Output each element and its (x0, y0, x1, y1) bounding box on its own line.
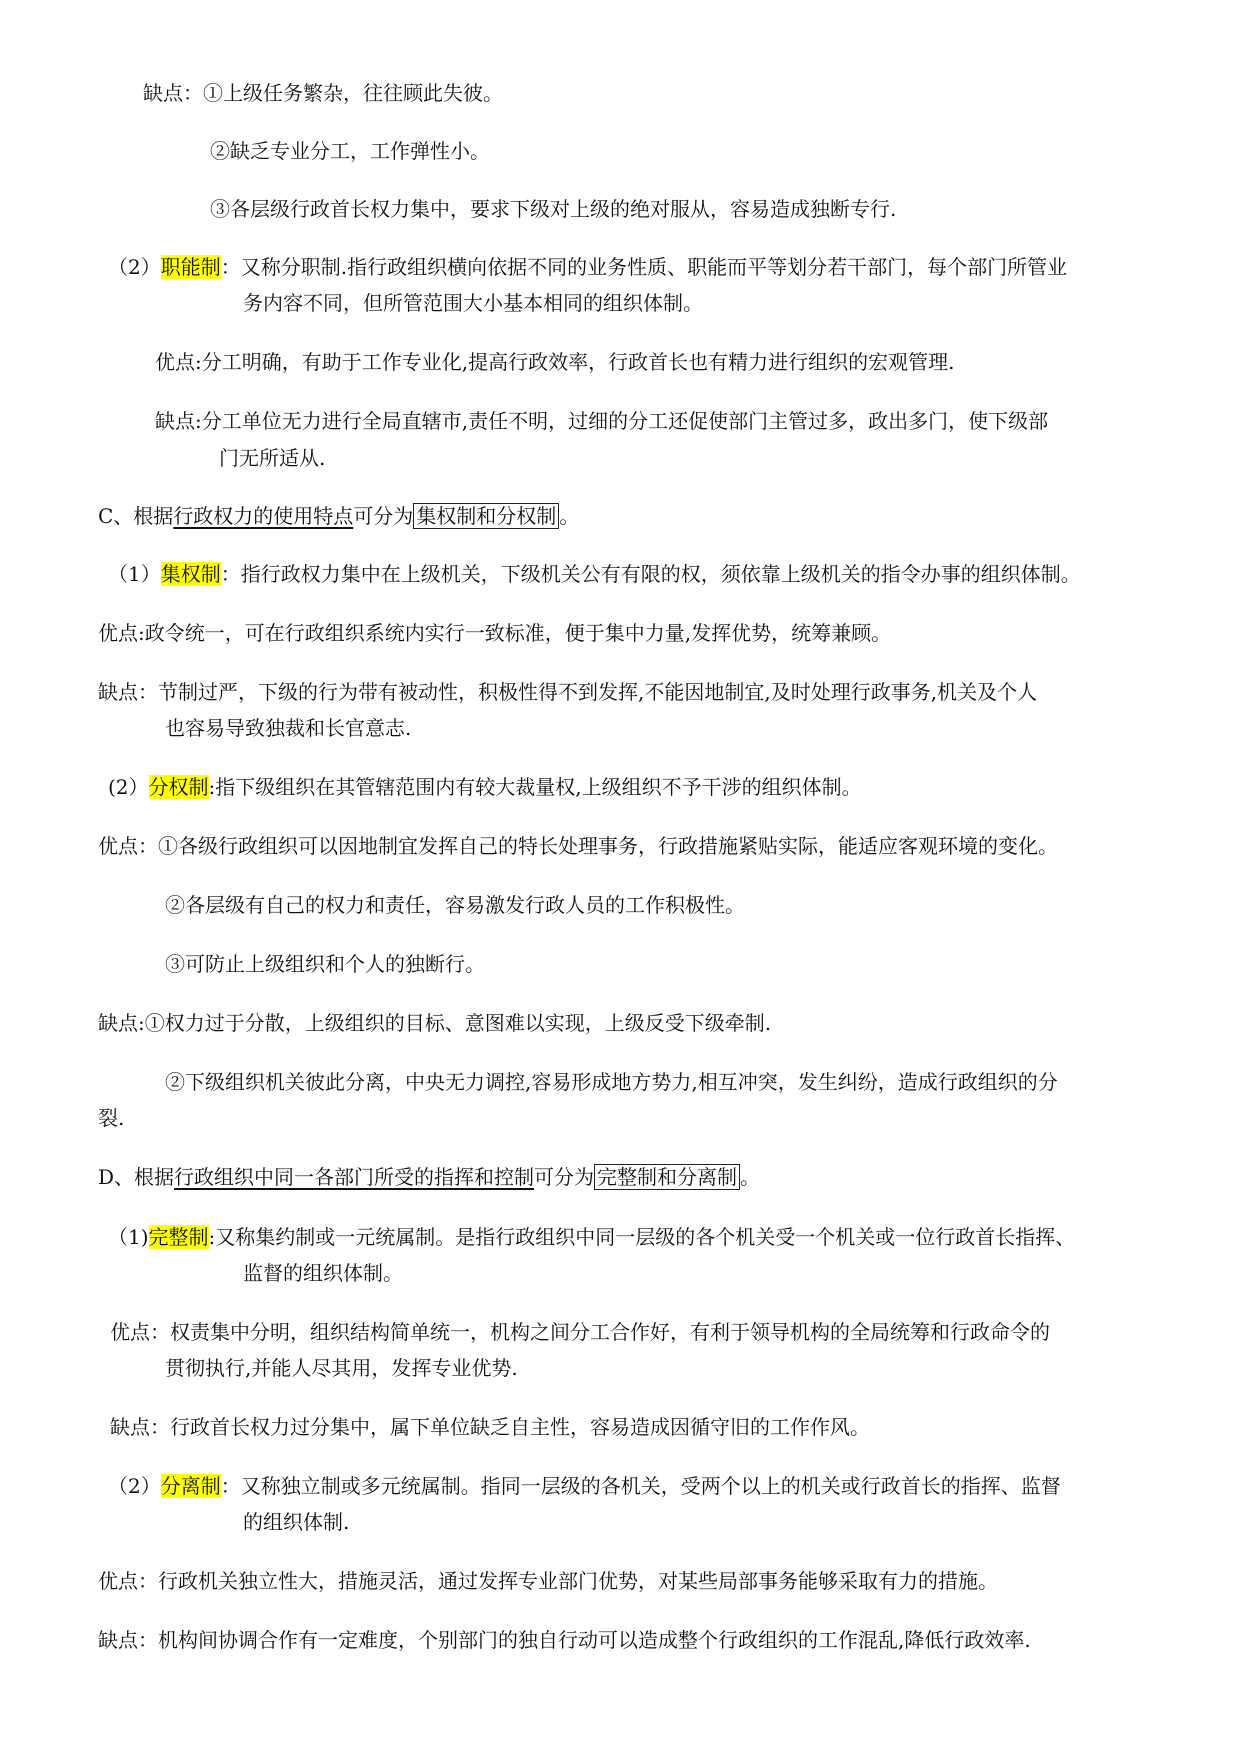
integrated-definition (108, 1220, 1075, 1254)
heading-suffix: 。 (559, 504, 580, 528)
criterion-underlined: 行政权力的使用特点 (173, 504, 354, 528)
functional-definition-cont: 务内容不同，但所管范围大小基本相同的组织体制。 (243, 291, 703, 315)
decentralized-con-1 (98, 1006, 771, 1040)
item-number: （1) (108, 1225, 149, 1249)
definition-text: ：指行政权力集中在上级机关，下级机关公有有限的权，须依靠上级机关的指令办事的组织体制。 (220, 562, 1081, 586)
decentralized-definition (108, 770, 862, 804)
con-text: ①权力过于分散，上级组织的目标、意图难以实现，上级反受下级牵制. (144, 1011, 772, 1035)
item-number: （2） (108, 255, 161, 279)
hierarchical-con-1 (143, 76, 503, 110)
con-label: 缺点： (143, 81, 203, 105)
heading-prefix: C、根据 (98, 504, 174, 528)
types-boxed: 完整制和分离制 (594, 1164, 740, 1190)
functional-con (155, 404, 1048, 438)
criterion-underlined: 行政组织中同一各部门所受的指挥和控制 (174, 1165, 535, 1189)
pro-text: 政令统一，可在行政组织系统内实行一致标准，便于集中力量,发挥优势，统筹兼顾。 (144, 621, 892, 645)
term-highlight: 完整制 (148, 1225, 209, 1249)
functional-pro (155, 345, 954, 379)
con-text: 节制过严，下级的行为带有被动性，积极性得不到发挥,不能因地制宜,及时处理行政事务,机关及个人 (158, 680, 1038, 704)
separated-pro (98, 1564, 998, 1598)
decentralized-pro-3: ③可防止上级组织和个人的独断行。 (165, 952, 485, 976)
pro-label: 优点： (98, 1569, 158, 1593)
definition-text: ：又称分职制.指行政组织横向依据不同的业务性质、职能而平等划分若干部门，每个部门所管业 (220, 255, 1068, 279)
separated-con (98, 1623, 1031, 1657)
con-label: 缺点： (110, 1415, 170, 1439)
functional-definition (108, 250, 1067, 284)
definition-text: ：又称独立制或多元统属制。指同一层级的各机关，受两个以上的机关或行政首长的指挥、监督 (220, 1474, 1061, 1498)
centralized-pro (98, 616, 891, 650)
heading-prefix: D、根据 (98, 1165, 175, 1189)
hierarchical-con-3: ③各层级行政首长权力集中，要求下级对上级的绝对服从，容易造成独断专行. (210, 197, 897, 221)
centralized-definition (108, 557, 1081, 591)
decentralized-con-2-cont: 裂. (98, 1106, 125, 1130)
integrated-pro-cont: 贯彻执行,并能人尽其用，发挥专业优势. (165, 1356, 518, 1380)
con-text: 机构间协调合作有一定难度，个别部门的独自行动可以造成整个行政组织的工作混乱,降低行政效率. (158, 1628, 1031, 1652)
term-highlight: 分离制 (160, 1474, 221, 1498)
integrated-pro (110, 1315, 1050, 1349)
separated-definition-cont: 的组织体制. (243, 1510, 350, 1534)
pro-text: ①各级行政组织可以因地制宜发挥自己的特长处理事务，行政措施紧贴实际，能适应客观环境的变化。 (158, 834, 1058, 858)
decentralized-pro-1 (98, 829, 1058, 863)
item-number: (2） (108, 775, 149, 799)
centralized-con (98, 675, 1037, 709)
hierarchical-con-2: ②缺乏专业分工，工作弹性小。 (210, 139, 490, 163)
heading-suffix: 。 (740, 1165, 761, 1189)
pro-label: 优点： (98, 834, 158, 858)
item-number: （1） (108, 562, 161, 586)
types-boxed: 集权制和分权制 (413, 503, 559, 529)
decentralized-pro-2: ②各层级有自己的权力和责任，容易激发行政人员的工作积极性。 (165, 893, 745, 917)
decentralized-con-2: ②下级组织机关彼此分离，中央无力调控,容易形成地方势力,相互冲突，发生纠纷，造成行政组织的分 (165, 1070, 1058, 1094)
pro-text: 行政机关独立性大，措施灵活，通过发挥专业部门优势，对某些局部事务能够采取有力的措施。 (158, 1569, 998, 1593)
pro-label: 优点: (155, 350, 202, 374)
separated-definition (108, 1469, 1061, 1503)
term-highlight: 职能制 (160, 255, 221, 279)
pro-label: 优点： (110, 1320, 170, 1344)
con-label: 缺点: (98, 1011, 145, 1035)
con-label: 缺点： (98, 1628, 158, 1652)
functional-con-cont: 门无所适从. (219, 446, 326, 470)
con-text: 分工单位无力进行全局直辖市,责任不明，过细的分工还促使部门主管过多，政出多门，使下级部 (201, 409, 1049, 433)
term-highlight: 分权制 (148, 775, 209, 799)
term-highlight: 集权制 (160, 562, 221, 586)
integrated-con (110, 1410, 870, 1444)
heading-mid: 可分为 (353, 504, 414, 528)
integrated-definition-cont: 监督的组织体制。 (243, 1261, 403, 1285)
definition-text: :又称集约制或一元统属制。是指行政组织中同一层级的各个机关受一个机关或一位行政首长指挥、 (208, 1225, 1076, 1249)
heading-mid: 可分为 (534, 1165, 595, 1189)
centralized-con-cont: 也容易导致独裁和长官意志. (165, 716, 412, 740)
definition-text: :指下级组织在其管辖范围内有较大裁量权,上级组织不予干涉的组织体制。 (208, 775, 862, 799)
con-text: 行政首长权力过分集中，属下单位缺乏自主性，容易造成因循守旧的工作作风。 (170, 1415, 870, 1439)
con-label: 缺点: (155, 409, 202, 433)
section-d-heading (98, 1160, 760, 1194)
item-number: （2） (108, 1474, 161, 1498)
section-c-heading (98, 499, 579, 533)
con-text: ①上级任务繁杂，往往顾此失彼。 (203, 81, 503, 105)
pro-label: 优点: (98, 621, 145, 645)
pro-text: 分工明确，有助于工作专业化,提高行政效率，行政首长也有精力进行组织的宏观管理. (201, 350, 955, 374)
con-label: 缺点： (98, 680, 158, 704)
pro-text: 权责集中分明，组织结构简单统一，机构之间分工合作好，有利于领导机构的全局统筹和行政命令的 (170, 1320, 1050, 1344)
